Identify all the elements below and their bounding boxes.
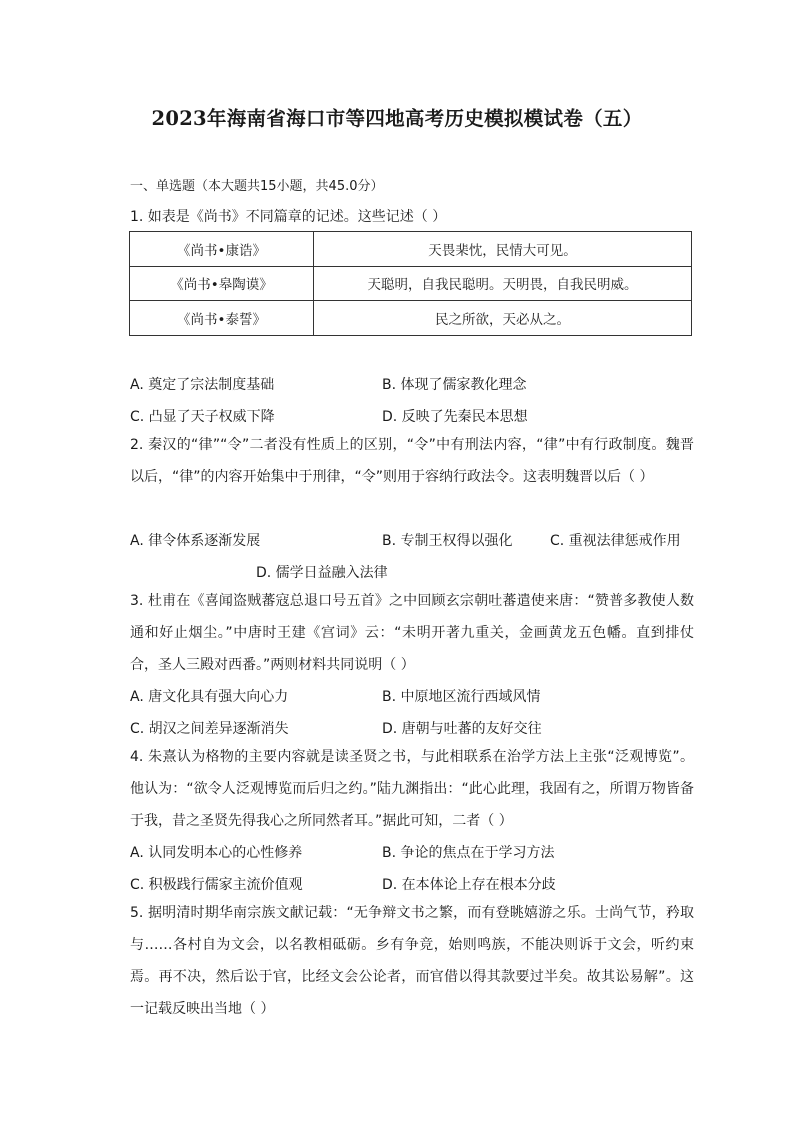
- table-row: [130, 301, 692, 336]
- question-4-option-d: D. 在本体论上存在根本分歧: [382, 877, 556, 893]
- question-2-option-c: C. 重视法律惩戒作用: [550, 533, 681, 549]
- question-4-option-a: A. 认同发明本心的心性修养: [130, 845, 303, 861]
- question-3-option-b: B. 中原地区流行西域风情: [382, 689, 541, 705]
- table-cell: 《尚书•泰誓》: [130, 301, 314, 336]
- question-5-stem: 5. 据明清时期华南宗族文献记载：“无争辩文书之繁，而有登眺嬉游之乐。士尚气节，矜取与……各村自为文会，以名教相砥砺。乡有争竞，始则鸣族，不能决则诉于文会，听约束焉。再不决，然后讼于官，比经文会公论者，而官借以得其款要过半矣。故其讼易解”。这一记载反映出当地（ ）: [130, 905, 694, 1017]
- question-3-option-c: C. 胡汉之间差异逐渐消失: [130, 721, 289, 737]
- question-1-option-b: B. 体现了儒家教化理念: [382, 377, 527, 393]
- question-2-option-a: A. 律令体系逐渐发展: [130, 533, 261, 549]
- question-1-option-c: C. 凸显了天子权威下降: [130, 409, 275, 425]
- question-3-option-d: D. 唐朝与吐蕃的友好交往: [382, 721, 542, 737]
- section-heading: 一、单选题（本大题共15小题，共45.0分）: [130, 179, 384, 194]
- exam-title: 2023年海南省海口市等四地高考历史模拟模试卷（五）: [151, 107, 643, 130]
- table-row: [130, 266, 692, 301]
- question-1-option-a: A. 奠定了宗法制度基础: [130, 377, 275, 393]
- question-4-stem: 4. 朱熹认为格物的主要内容就是读圣贤之书，与此相联系在治学方法上主张“泛观博览”。他认为：“欲令人泛观博览而后归之约。”陆九渊指出：“此心此理，我固有之，所谓万物皆备于我，昔之圣贤先得我心之所同然者耳。”据此可知，二者（ ）: [130, 749, 694, 829]
- table-cell: 《尚书•皋陶谟》: [130, 266, 314, 301]
- table-cell: 天畏棐忱，民情大可见。: [314, 232, 692, 267]
- question-1-stem: 1. 如表是《尚书》不同篇章的记述。这些记述（ ）: [130, 209, 447, 225]
- question-1-table: [129, 231, 692, 336]
- question-1-option-d: D. 反映了先秦民本思想: [382, 409, 528, 425]
- question-2-stem: 2. 秦汉的“律”“令”二者没有性质上的区别，“令”中有刑法内容，“律”中有行政制度。魏晋以后，“律”的内容开始集中于刑律，“令”则用于容纳行政法令。这表明魏晋以后（ ）: [130, 437, 694, 485]
- question-3-option-a: A. 唐文化具有强大向心力: [130, 689, 289, 705]
- table-row: [130, 232, 692, 267]
- question-2-option-b: B. 专制王权得以强化: [382, 533, 513, 549]
- question-4-option-c: C. 积极践行儒家主流价值观: [130, 877, 303, 893]
- table-cell: 民之所欲，天必从之。: [314, 301, 692, 336]
- question-2-option-d: D. 儒学日益融入法律: [256, 565, 388, 581]
- table-cell: 天聪明，自我民聪明。天明畏，自我民明威。: [314, 266, 692, 301]
- question-3-stem: 3. 杜甫在《喜闻盗贼蕃寇总退口号五首》之中回顾玄宗朝吐蕃遣使来唐：“赞普多教使人数通和好止烟尘。”中唐时王建《宫词》云：“未明开著九重关，金画黄龙五色幡。直到排仗合，圣人三殿对西番。”两则材料共同说明（ ）: [130, 593, 694, 673]
- table-cell: 《尚书•康诰》: [130, 232, 314, 267]
- question-4-option-b: B. 争论的焦点在于学习方法: [382, 845, 555, 861]
